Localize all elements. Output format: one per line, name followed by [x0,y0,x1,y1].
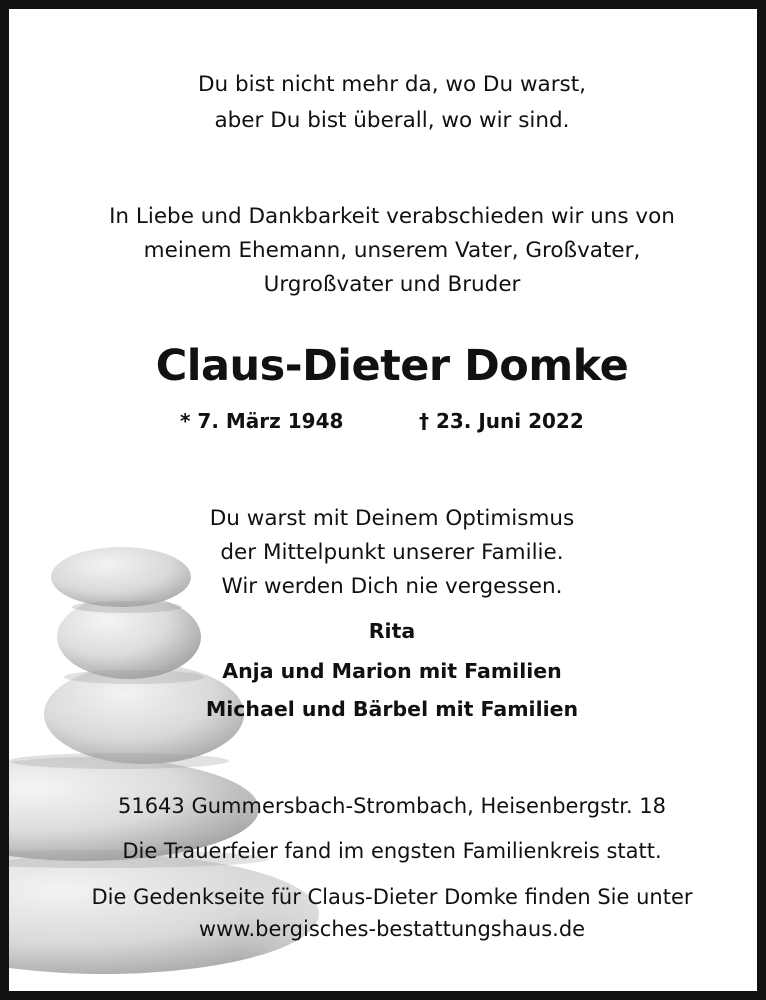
memorial-url[interactable]: www.bergisches-bestattungshaus.de [198,917,586,941]
birth-date: * 7. März 1948 [180,409,344,433]
intro-line-2: meinem Ehemann, unserem Vater, Großvater, [143,238,641,263]
memorial-line: Die Gedenkseite für Claus-Dieter Domke finden Sie unter [91,885,693,909]
deceased-name: Claus-Dieter Domke [155,341,629,391]
motto-line-2: aber Du bist überall, wo wir sind. [214,108,570,133]
signatory-1: Rita [368,619,416,643]
address: 51643 Gummersbach-Strombach, Heisenbergstr. 18 [117,794,667,818]
intro-line-1: In Liebe und Dankbarkeit verabschieden wir uns von [109,204,675,229]
tribute-line-3: Wir werden Dich nie vergessen. [221,574,563,599]
tribute-line-2: der Mittelpunkt unserer Familie. [220,540,564,565]
funeral-note: Die Trauerfeier fand im engsten Familienkreis statt. [122,839,662,863]
death-date: † 23. Juni 2022 [419,409,584,433]
intro-line-3: Urgroßvater und Bruder [263,272,521,297]
life-dates [9,409,766,435]
motto-line-1: Du bist nicht mehr da, wo Du warst, [197,72,587,97]
signatory-3: Michael und Bärbel mit Familien [205,697,579,721]
tribute-line-1: Du warst mit Deinem Optimismus [209,506,575,531]
signatory-2: Anja und Marion mit Familien [222,659,562,683]
